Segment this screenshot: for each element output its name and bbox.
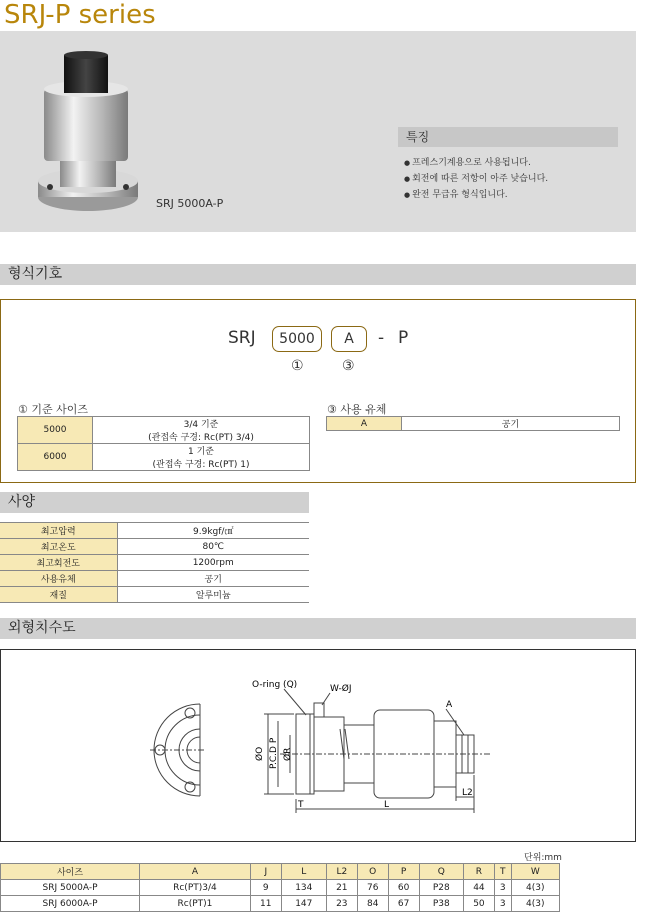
label-pcd: P.C.D P	[269, 737, 279, 769]
spec-value: 1200rpm	[117, 555, 309, 571]
section-dimensions: 외형치수도	[0, 618, 636, 639]
dim-header: W	[511, 864, 559, 880]
size-table-title: ① 기준 사이즈	[18, 403, 88, 416]
feature-item: ● 완전 무급유 형식입니다.	[404, 187, 548, 203]
spec-label: 사용유체	[0, 571, 117, 587]
dim-cell: P38	[419, 896, 463, 912]
dim-cell: 4(3)	[511, 880, 559, 896]
spec-value: 공기	[117, 571, 309, 587]
product-caption: SRJ 5000A-P	[156, 197, 224, 210]
dimension-table	[0, 863, 560, 912]
dim-cell: P28	[419, 880, 463, 896]
spec-label: 최고온도	[0, 539, 117, 555]
model-fluid-box: A	[331, 326, 367, 352]
dim-cell: 84	[357, 896, 388, 912]
model-code-line	[0, 326, 636, 352]
dim-cell: 4(3)	[511, 896, 559, 912]
spec-value: 80℃	[117, 539, 309, 555]
dim-header: A	[140, 864, 251, 880]
model-num-3: ③	[342, 358, 355, 374]
model-num-1: ①	[291, 358, 304, 374]
dim-cell: 11	[250, 896, 281, 912]
label-l: L	[384, 800, 390, 810]
model-size-box: 5000	[272, 326, 322, 352]
label-t: T	[298, 800, 304, 810]
size-table	[17, 416, 310, 471]
product-panel	[0, 31, 636, 232]
unit-label: 단위:mm	[524, 853, 562, 863]
dim-cell: SRJ 6000A-P	[1, 896, 140, 912]
dim-header: L2	[326, 864, 357, 880]
size-desc	[93, 444, 310, 471]
feature-item: ● 프레스기계용으로 사용됩니다.	[404, 155, 548, 171]
label-oring: O-ring (Q)	[252, 680, 298, 690]
fluid-table-title: ③ 사용 유체	[327, 403, 387, 416]
size-desc-line2: (관접속 구경: Rc(PT) 1)	[152, 460, 250, 470]
size-desc-line1: 3/4 기준	[183, 420, 219, 430]
page-title: SRJ-P series	[4, 0, 156, 30]
section-spec: 사양	[0, 492, 309, 513]
dim-cell: 3	[494, 880, 511, 896]
dim-cell: 60	[388, 880, 419, 896]
dim-header: Q	[419, 864, 463, 880]
spec-table	[0, 522, 309, 603]
features-list	[404, 155, 548, 203]
dim-cell: 67	[388, 896, 419, 912]
size-desc	[93, 417, 310, 444]
fluid-table	[326, 416, 620, 431]
dim-cell: Rc(PT)3/4	[140, 880, 251, 896]
label-w: W-ØJ	[330, 684, 352, 694]
dim-cell: SRJ 5000A-P	[1, 880, 140, 896]
spec-label: 최고회전도	[0, 555, 117, 571]
dim-cell: 9	[250, 880, 281, 896]
dim-cell: 134	[281, 880, 326, 896]
dim-cell: 23	[326, 896, 357, 912]
section-model-code: 형식기호	[0, 264, 636, 285]
dim-cell: 147	[281, 896, 326, 912]
dim-header: J	[250, 864, 281, 880]
label-o: ØO	[255, 746, 265, 761]
dim-header: T	[494, 864, 511, 880]
dimension-drawing	[0, 649, 636, 842]
dim-cell: Rc(PT)1	[140, 896, 251, 912]
dim-header: L	[281, 864, 326, 880]
size-desc-line2: (관접속 구경: Rc(PT) 3/4)	[148, 433, 254, 443]
size-desc-line1: 1 기준	[188, 447, 214, 457]
dim-header: O	[357, 864, 388, 880]
label-l2: L2	[462, 788, 473, 798]
dim-cell: 3	[494, 896, 511, 912]
dim-cell: 76	[357, 880, 388, 896]
fluid-value: 공기	[402, 417, 620, 431]
dim-cell: 44	[463, 880, 494, 896]
model-dash: -	[378, 328, 385, 348]
model-prefix: SRJ	[228, 328, 256, 348]
label-r: ØR	[283, 747, 293, 761]
dim-header: R	[463, 864, 494, 880]
dim-header: 사이즈	[1, 864, 140, 880]
feature-item: ● 회전에 따른 저항이 아주 낮습니다.	[404, 171, 548, 187]
spec-label: 재질	[0, 587, 117, 603]
model-suffix: P	[398, 328, 409, 348]
spec-value: 알루미늄	[117, 587, 309, 603]
label-a: A	[446, 700, 453, 710]
size-code: 5000	[18, 417, 93, 444]
dim-cell: 50	[463, 896, 494, 912]
features-heading: 특징	[398, 127, 618, 147]
spec-label: 최고압력	[0, 523, 117, 539]
fluid-code: A	[327, 417, 402, 431]
dim-header: P	[388, 864, 419, 880]
size-code: 6000	[18, 444, 93, 471]
dim-cell: 21	[326, 880, 357, 896]
spec-value: 9.9kgf/㎠	[117, 523, 309, 539]
